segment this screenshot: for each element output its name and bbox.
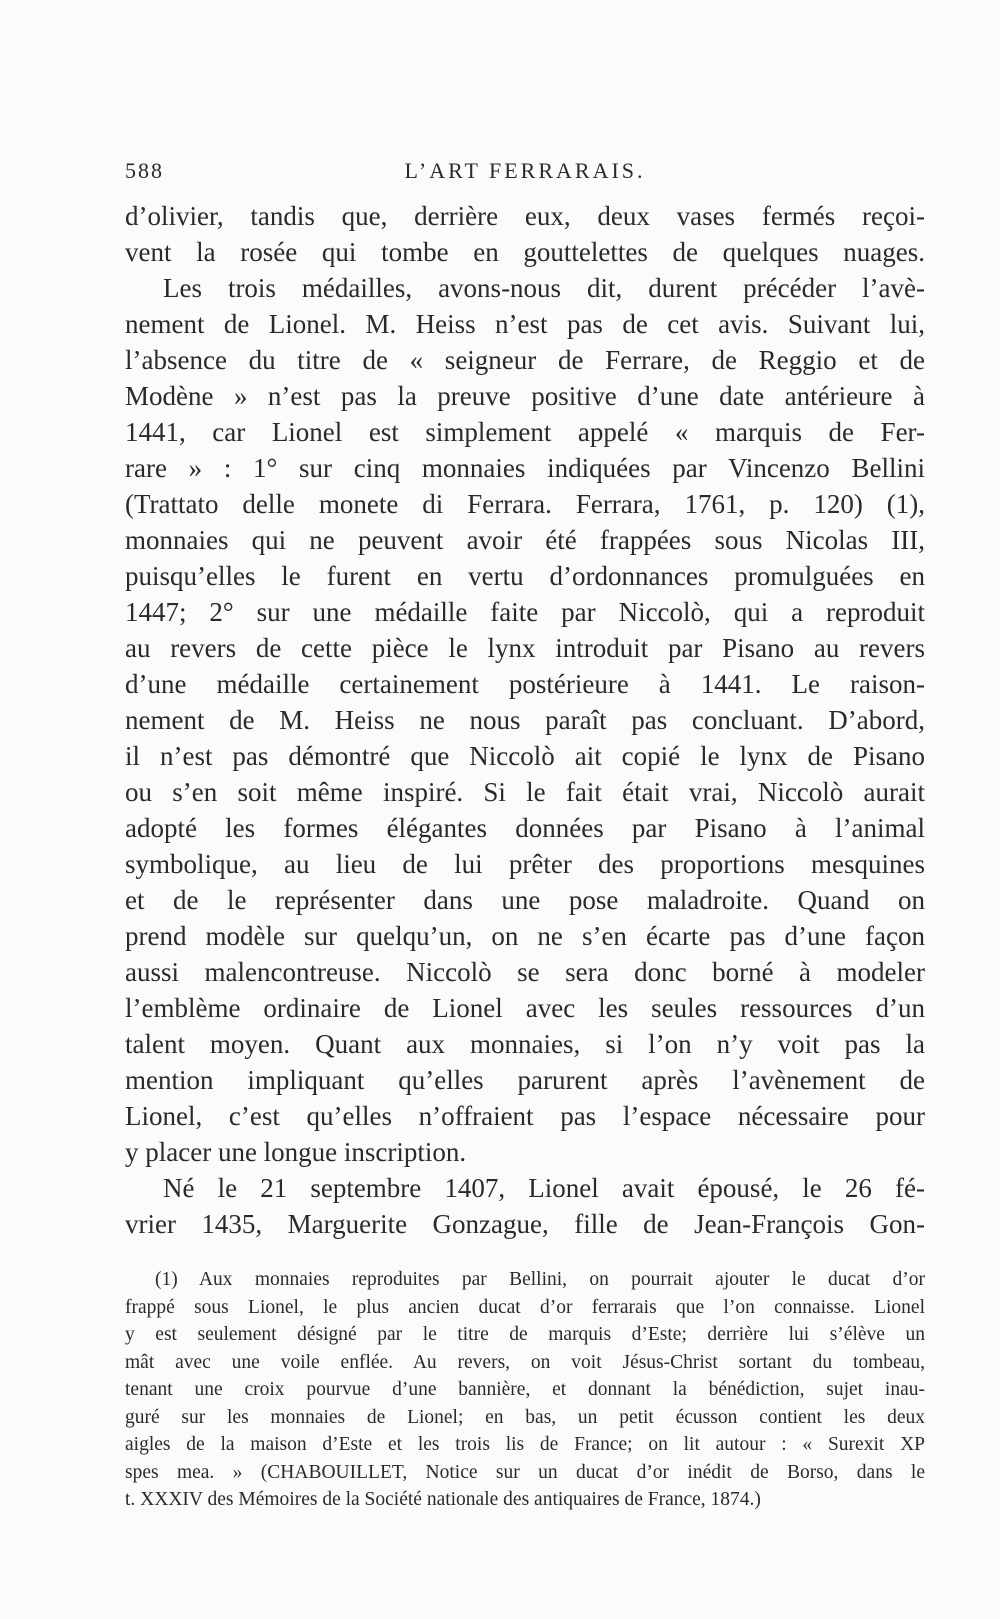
footnote-line: frappé sous Lionel, le plus ancien ducat d’or ferrarais que l’on connaisse. Lionel (125, 1296, 925, 1318)
text-line: l’absence du titre de « seigneur de Ferrare, de Reggio et de (125, 345, 925, 375)
text-line: aussi malencontreuse. Niccolò se sera donc borné à modeler (125, 957, 925, 987)
text-line: Né le 21 septembre 1407, Lionel avait épousé, le 26 fé- (163, 1173, 925, 1203)
footnote-line: y est seulement désigné par le titre de marquis d’Este; derrière lui s’élève un (125, 1324, 925, 1345)
body-text (125, 198, 925, 1242)
footnote-line: mât avec une voile enflée. Au revers, on voit Jésus-Christ sortant du tombeau, (125, 1351, 925, 1373)
text-line: adopté les formes élégantes données par Pisano à l’animal (125, 813, 925, 843)
text-line: talent moyen. Quant aux monnaies, si l’on n’y voit pas la (125, 1029, 925, 1059)
text-line: puisqu’elles le furent en vertu d’ordonnances promulguées en (125, 561, 925, 591)
text-line: et de le représenter dans une pose maladroite. Quand on (125, 885, 925, 915)
footnote (125, 1266, 925, 1514)
footnote-line: tenant une croix pourvue d’une bannière, et donnant la bénédiction, sujet inau- (125, 1379, 925, 1400)
text-line: prend modèle sur quelqu’un, on ne s’en écarte pas d’une façon (125, 921, 925, 951)
text-line: 1447; 2° sur une médaille faite par Niccolò, qui a reproduit (125, 597, 925, 627)
text-line: nement de M. Heiss ne nous paraît pas concluant. D’abord, (125, 705, 925, 735)
text-line: ou s’en soit même inspiré. Si le fait était vrai, Niccolò aurait (125, 777, 925, 807)
text-line: l’emblème ordinaire de Lionel avec les seules ressources d’un (125, 993, 925, 1023)
running-title: L’ART FERRARAIS. (404, 158, 646, 183)
footnote-line: spes mea. » (CHABOUILLET, Notice sur un ducat d’or inédit de Borso, dans le (125, 1461, 925, 1483)
text-line: rare » : 1° sur cinq monnaies indiquées par Vincenzo Bellini (125, 453, 925, 483)
text-line: Modène » n’est pas la preuve positive d’une date antérieure à (125, 381, 925, 411)
text-line: Les trois médailles, avons-nous dit, durent précéder l’avè- (163, 273, 925, 303)
text-line: 1441, car Lionel est simplement appelé « marquis de Fer- (125, 417, 925, 447)
text-line: symbolique, au lieu de lui prêter des proportions mesquines (125, 849, 925, 879)
footnote-line: t. XXXIV des Mémoires de la Société nationale des antiquaires de France, 1874.) (125, 1489, 761, 1510)
text-line: y placer une longue inscription. (125, 1137, 467, 1167)
footnote-line: (1) Aux monnaies reproduites par Bellini, on pourrait ajouter le ducat d’or (155, 1269, 925, 1290)
text-line: mention impliquant qu’elles parurent après l’avènement de (125, 1065, 925, 1095)
text-line: vrier 1435, Marguerite Gonzague, fille de Jean-François Gon- (125, 1209, 925, 1239)
text-line: (Trattato delle monete di Ferrara. Ferrara, 1761, p. 120) (1), (125, 489, 925, 519)
footnote-line: aigles de la maison d’Este et les trois lis de France; on lit autour : « Surexit XP (125, 1434, 925, 1455)
text-line: nement de Lionel. M. Heiss n’est pas de cet avis. Suivant lui, (125, 309, 925, 339)
text-line: Lionel, c’est qu’elles n’offraient pas l’espace nécessaire pour (125, 1101, 925, 1131)
text-line: d’une médaille certainement postérieure à 1441. Le raison- (125, 669, 925, 699)
page-number: 588 (125, 158, 164, 183)
text-line: il n’est pas démontré que Niccolò ait copié le lynx de Pisano (125, 741, 925, 771)
page-header (125, 158, 925, 198)
text-line: au revers de cette pièce le lynx introduit par Pisano au revers (125, 633, 925, 663)
text-line: monnaies qui ne peuvent avoir été frappées sous Nicolas III, (125, 525, 925, 555)
text-line: vent la rosée qui tombe en gouttelettes de quelques nuages. (125, 237, 925, 267)
text-line: d’olivier, tandis que, derrière eux, deux vases fermés reçoi- (125, 201, 925, 231)
page (125, 158, 925, 1514)
footnote-line: guré sur les monnaies de Lionel; en bas, un petit écusson contient les deux (125, 1406, 925, 1428)
